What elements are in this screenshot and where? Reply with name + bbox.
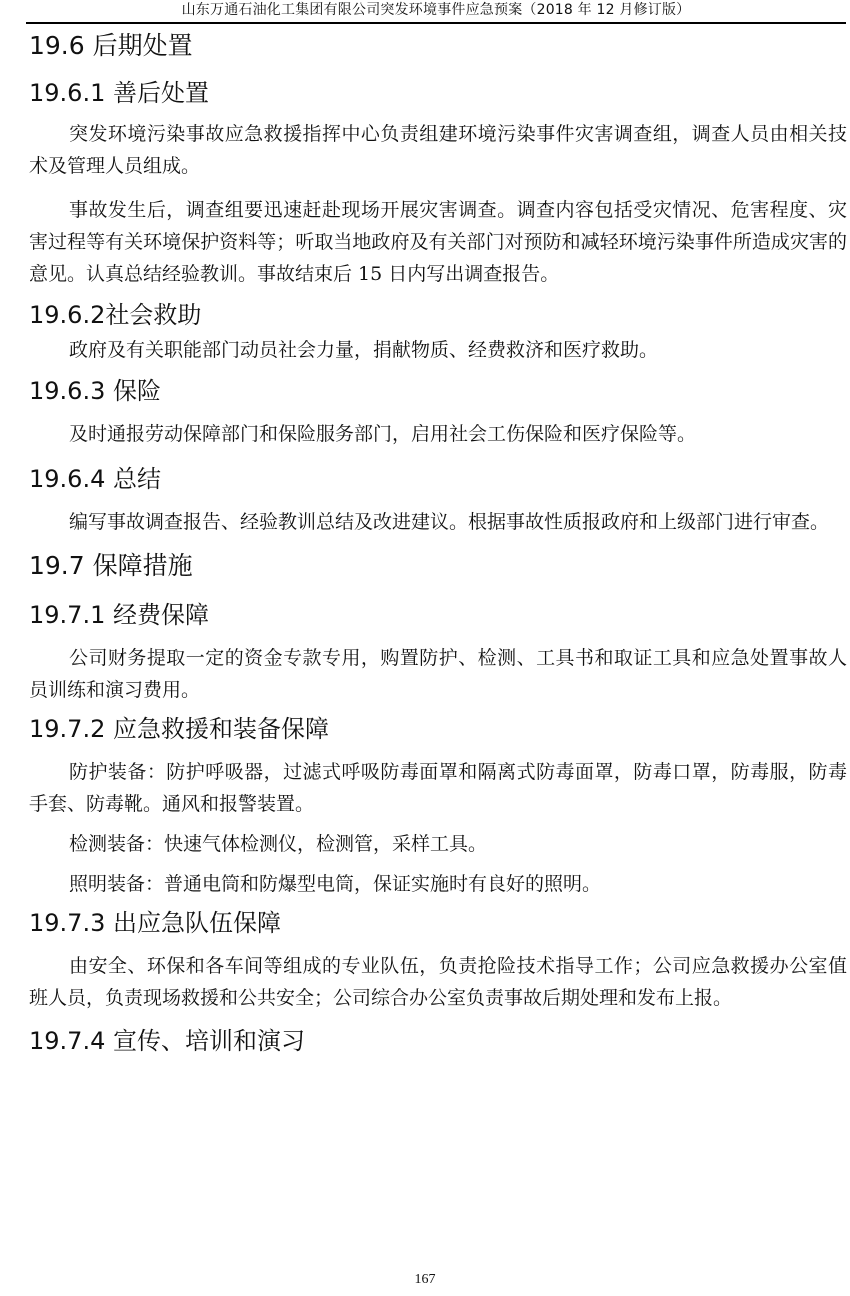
section-heading-19-7-4: 19.7.4 宣传、培训和演习 bbox=[29, 1027, 305, 1055]
section-heading-19-6-4: 19.6.4 总结 bbox=[29, 465, 161, 493]
section-heading-19-6-1: 19.6.1 善后处置 bbox=[29, 79, 209, 107]
paragraph: 及时通报劳动保障部门和保险服务部门，启用社会工伤保险和医疗保险等。 bbox=[69, 423, 697, 445]
paragraph: 防护装备：防护呼吸器，过滤式呼吸防毒面罩和隔离式防毒面罩，防毒口罩，防毒服，防毒手套、防毒靴。通风和报警装置。 bbox=[29, 761, 847, 815]
document-body bbox=[29, 26, 847, 1060]
section-heading-19-7: 19.7 保障措施 bbox=[29, 551, 193, 580]
paragraph: 政府及有关职能部门动员社会力量，捐献物质、经费救济和医疗救助。 bbox=[69, 339, 659, 361]
paragraph: 事故发生后，调查组要迅速赶赴现场开展灾害调查。调查内容包括受灾情况、危害程度、灾害过程等有关环境保护资料等；听取当地政府及有关部门对预防和减轻环境污染事件所造成灾害的意见。认真总结经验教训。事故结束后 15 日内写出调查报告。 bbox=[29, 199, 847, 285]
section-heading-19-6: 19.6 后期处置 bbox=[29, 31, 193, 60]
section-heading-19-6-2: 19.6.2社会救助 bbox=[29, 301, 202, 329]
page-number: 167 bbox=[414, 1272, 436, 1287]
section-heading-19-7-3: 19.7.3 出应急队伍保障 bbox=[29, 909, 281, 937]
paragraph: 由安全、环保和各车间等组成的专业队伍，负责抢险技术指导工作；公司应急救援办公室值班人员，负责现场救援和公共安全；公司综合办公室负责事故后期处理和发布上报。 bbox=[29, 955, 847, 1009]
paragraph: 检测装备：快速气体检测仪，检测管，采样工具。 bbox=[69, 833, 488, 855]
section-heading-19-6-3: 19.6.3 保险 bbox=[29, 377, 161, 405]
paragraph: 照明装备：普通电筒和防爆型电筒，保证实施时有良好的照明。 bbox=[69, 873, 602, 895]
paragraph: 突发环境污染事故应急救援指挥中心负责组建环境污染事件灾害调查组，调查人员由相关技术及管理人员组成。 bbox=[29, 123, 847, 177]
paragraph: 公司财务提取一定的资金专款专用，购置防护、检测、工具书和取证工具和应急处置事故人员训练和演习费用。 bbox=[29, 647, 847, 701]
document-header: 山东万通石油化工集团有限公司突发环境事件应急预案（2018 年 12 月修订版） bbox=[26, 0, 846, 24]
section-heading-19-7-1: 19.7.1 经费保障 bbox=[29, 601, 209, 629]
paragraph: 编写事故调查报告、经验教训总结及改进建议。根据事故性质报政府和上级部门进行审查。 bbox=[69, 511, 830, 533]
section-heading-19-7-2: 19.7.2 应急救援和装备保障 bbox=[29, 715, 329, 743]
